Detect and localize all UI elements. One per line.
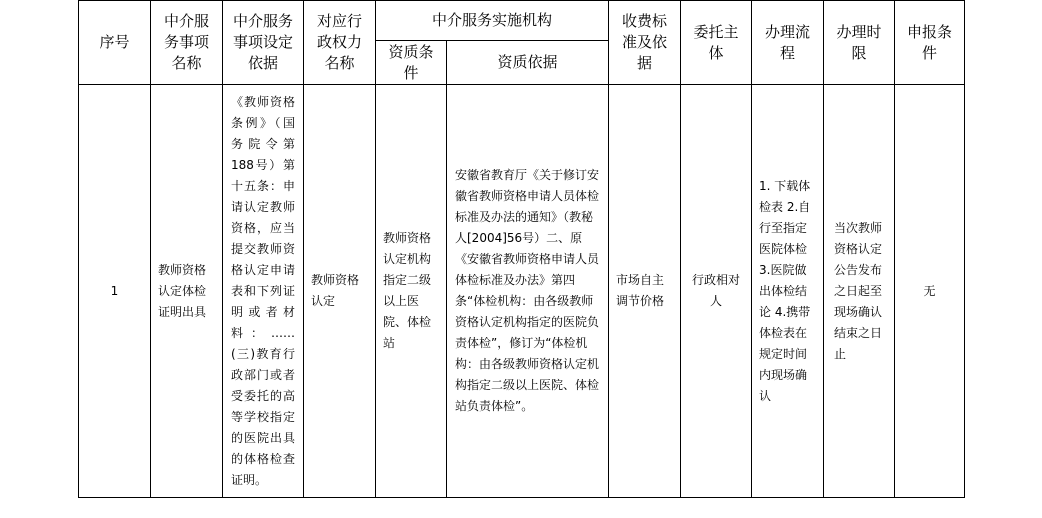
cell-service-name: 教师资格认定体检证明出具 — [151, 85, 223, 498]
header-setting-basis: 中介服务事项设定依据 — [223, 1, 304, 85]
cell-fee-standard: 市场自主调节价格 — [609, 85, 681, 498]
cell-entrusting-party: 行政相对人 — [681, 85, 752, 498]
header-qualification-condition: 资质条件 — [376, 41, 447, 85]
cell-setting-basis: 《教师资格条例》（国务院令第 188号）第十五条：申请认定教师资格，应当提交教师资格认定申请表和下列证明或者材料：……(三)教育行政部门或者受委托的高等学校指定的医院出具的体格检查证明。 — [223, 85, 304, 498]
header-entrusting-party: 委托主体 — [681, 1, 752, 85]
header-process: 办理流程 — [752, 1, 824, 85]
header-conditions: 申报条件 — [895, 1, 965, 85]
header-implementing-org: 中介服务实施机构 — [376, 1, 609, 41]
cell-conditions: 无 — [895, 85, 965, 498]
header-fee-standard: 收费标准及依据 — [609, 1, 681, 85]
header-power-name: 对应行政权力名称 — [304, 1, 376, 85]
header-service-name: 中介服务事项名称 — [151, 1, 223, 85]
header-seq: 序号 — [79, 1, 151, 85]
header-time-limit: 办理时限 — [824, 1, 895, 85]
cell-seq: 1 — [79, 85, 151, 498]
cell-qualification-basis: 安徽省教育厅《关于修订安徽省教师资格申请人员体检标准及办法的通知》（教秘人[2004]56号）二、原《安徽省教师资格申请人员体检标准及办法》第四条“体检机构：由各级教师资格认定机构指定的医院负责体检”，修订为“体检机构：由各级教师资格认定机构指定二级以上医院、体检站负责体检”。 — [447, 85, 609, 498]
header-qualification-basis: 资质依据 — [447, 41, 609, 85]
intermediary-service-table — [78, 0, 965, 498]
cell-qualification-condition: 教师资格认定机构指定二级以上医院、体检站 — [376, 85, 447, 498]
table-row — [79, 85, 965, 498]
cell-process: 1. 下载体检表 2.自行至指定医院体检 3.医院做出体检结论 4.携带体检表在规定时间内现场确认 — [752, 85, 824, 498]
cell-power-name: 教师资格认定 — [304, 85, 376, 498]
cell-time-limit: 当次教师资格认定公告发布之日起至现场确认结束之日止 — [824, 85, 895, 498]
